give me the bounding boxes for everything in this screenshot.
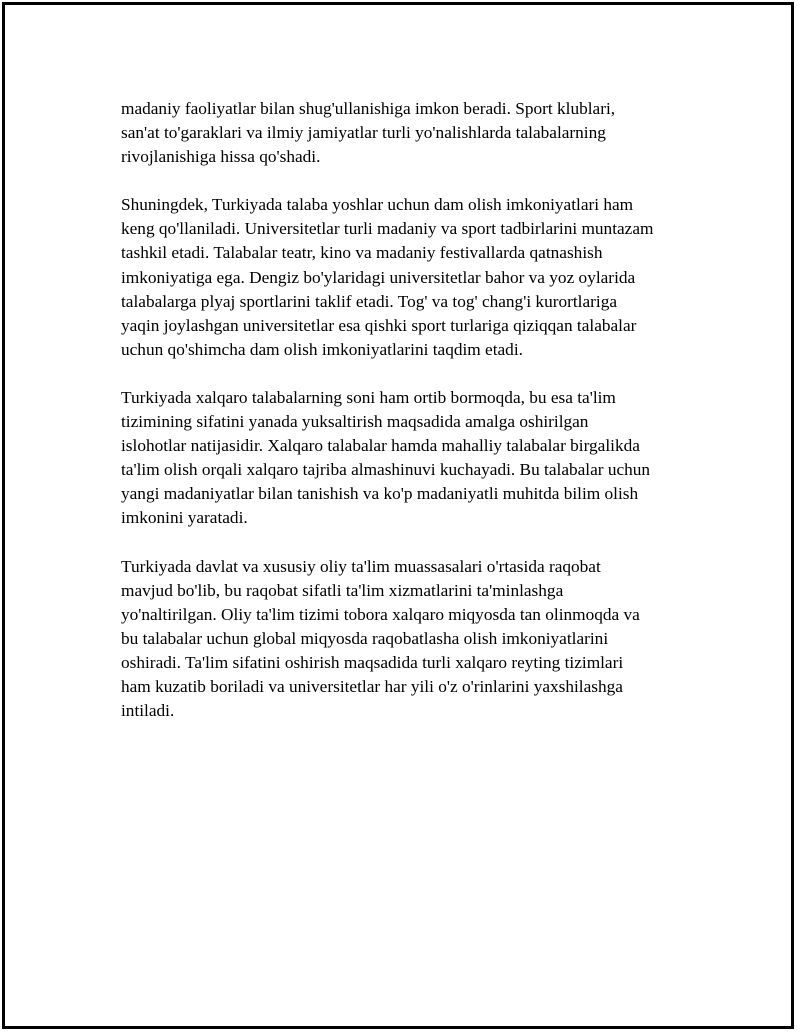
paragraph-2: Shuningdek, Turkiyada talaba yoshlar uchun dam olish imkoniyatlari ham keng qo'llaniladi. Universitetlar turli madaniy va sport tadbirlarini muntazam tashkil etadi. Talabalar teatr, kino va madaniy festivallarda qatnashish imkoniyatiga ega. Dengiz bo'ylaridagi universitetlar bahor va yoz oylarida talabalarga plyaj sportlarini taklif etadi. Tog' va tog' chang'i kurortlariga yaqin joylashgan universitetlar esa qishki sport turlariga qiziqqan talabalar uchun qo'shimcha dam olish imkoniyatlarini taqdim etadi.: [121, 195, 654, 359]
paragraph-1: madaniy faoliyatlar bilan shug'ullanishiga imkon beradi. Sport klublari, san'at to'garaklari va ilmiy jamiyatlar turli yo'nalishlarda talabalarning rivojlanishiga hissa qo'shadi.: [121, 99, 616, 167]
document-page: [2, 2, 794, 1029]
paragraph-3: Turkiyada xalqaro talabalarning soni ham ortib bormoqda, bu esa ta'lim tizimining sifatini yanada yuksaltirish maqsadida amalga oshirilgan islohotlar natijasidir. Xalqaro talabalar hamda mahalliy talabalar birgalikda ta'lim olish orqali xalqaro tajriba almashinuvi kuchayadi. Bu talabalar uchun yangi madaniyatlar bilan tanishish va ko'p madaniyatli muhitda bilim olish imkonini yaratadi.: [121, 387, 651, 528]
document-body: [121, 97, 681, 747]
paragraph-4: Turkiyada davlat va xususiy oliy ta'lim muassasalari o'rtasida raqobat mavjud bo'lib, bu raqobat sifatli ta'lim xizmatlarini ta'minlashga yo'naltirilgan. Oliy ta'lim tizimi tobora xalqaro miqyosda tan olinmoqda va bu talabalar uchun global miqyosda raqobatlasha olish imkoniyatlarini oshiradi. Ta'lim sifatini oshirish maqsadida turli xalqaro reyting tizimlari ham kuzatib boriladi va universitetlar har yili o'z o'rinlarini yaxshilashga intiladi.: [121, 556, 640, 721]
